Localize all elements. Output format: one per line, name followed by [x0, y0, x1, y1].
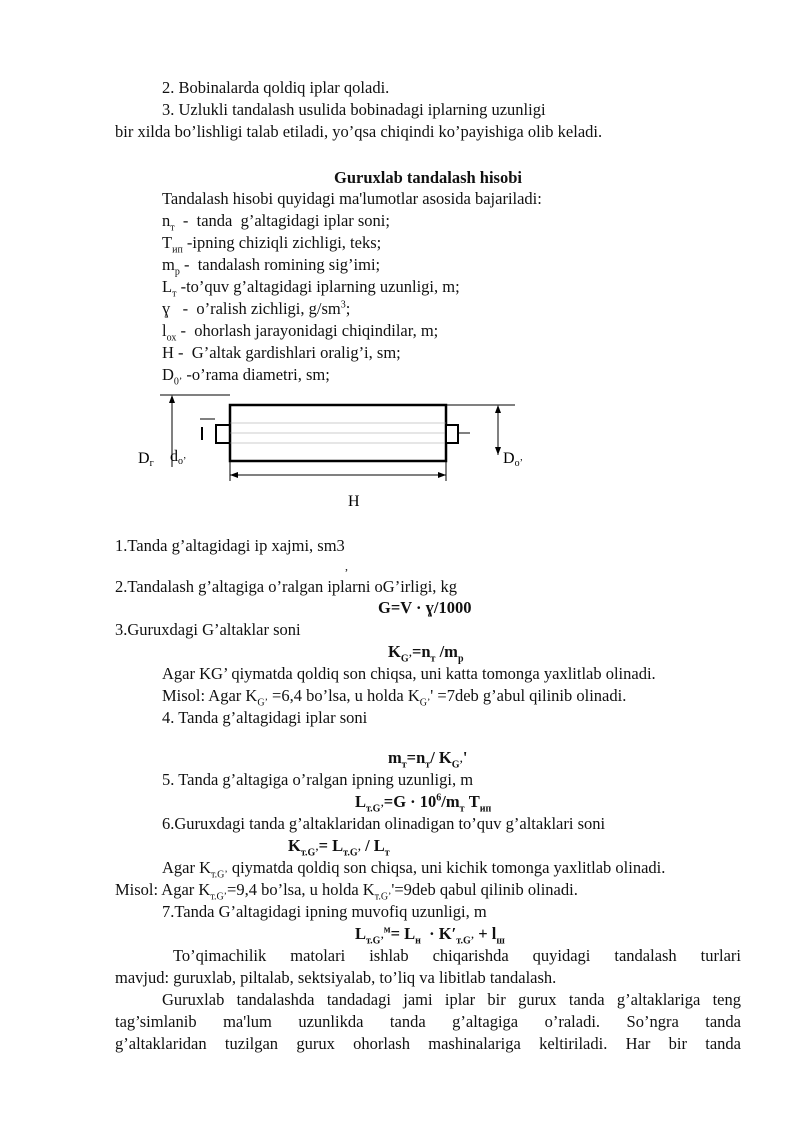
left-journal — [216, 425, 230, 443]
item-4: 4. Tanda g’altagidagi iplar soni — [162, 708, 368, 727]
def-lox: $l_{ох}$ - ohorlash jarayonidagi chiqindilar, m; — [162, 321, 439, 344]
item-1: 1.Tanda g’altagidagi ip xajmi, sm3 — [115, 536, 345, 555]
def-l: $L_т$ -to’quv g’altagidagi iplarning uzunligi, m; — [162, 277, 460, 300]
formula-3: $K_{G’}=n_т$ $/m_р$ — [388, 642, 464, 665]
item-1-mark: , — [345, 559, 348, 573]
def-gamma: ɣ - o’ralish zichligi, $g/sm^3$; — [162, 299, 351, 318]
intro-text: Tandalash hisobi quyidagi ma'lumotlar asosida bajariladi: — [162, 189, 542, 208]
paragraph-2-line-1: Guruxlab tandalashda tandadagi jami iplar bir gurux tanda g’altaklariga teng — [162, 990, 741, 1009]
d0-arrow-down — [495, 447, 501, 455]
def-h: H - G’altak gardishlari oralig’i, sm; — [162, 343, 401, 362]
d0-right-label: Dо’ — [503, 450, 523, 469]
formula-4: $m_т=n_т/$ $K_{G’}'$ — [388, 748, 468, 771]
d0-label: dо’ — [170, 448, 187, 467]
formula-2: G=V · ɣ/1000 — [378, 598, 472, 617]
right-journal — [446, 425, 458, 443]
paragraph-6b: Misol: Agar $K_{т.G’}=9,4$ bo’lsa, u holda $K_{т.G’}'=9deb$ qabul qilinib olinadi. — [115, 880, 578, 903]
section-heading: Guruxlab tandalash hisobi — [334, 168, 522, 187]
item-6: 6.Guruxdagi tanda g’altaklaridan olinadigan to’quv g’altaklari soni — [162, 814, 606, 833]
paragraph-3a: Agar KG’ qiymatda qoldiq son chiqsa, uni katta tomonga yaxlitlab olinadi. — [162, 664, 656, 683]
def-d0: $D_{0’}$ -o’rama diametri, sm; — [162, 365, 330, 388]
h-arrow-right — [438, 472, 446, 478]
formula-6: $K_{т.G’}= L_{т.G’} / L_т$ — [288, 836, 390, 859]
paragraph-1-line-1: To’qimachilik matolari ishlab chiqarishda quyidagi tandalash turlari — [173, 946, 741, 965]
def-t: $T_{ип}$ -ipning chiziqli zichligi, teks; — [162, 233, 382, 256]
h-arrow-left — [230, 472, 238, 478]
paragraph-2-line-2: tag’simlanib ma'lum uzunlikda tanda g’altagiga o’raladi. So’ngra tanda — [115, 1012, 741, 1031]
line-3: bir xilda bo’lishligi talab etiladi, yo’qsa chiqindi ko’payishiga olib keladi. — [115, 122, 603, 141]
item-5: 5. Tanda g’altagiga o’ralgan ipning uzunligi, m — [162, 770, 474, 789]
paragraph-2-line-3: g’altaklaridan tuzilgan gurux ohorlash mashinalariga keltiriladi. Har bir tanda — [115, 1034, 741, 1053]
line-2: 3. Uzlukli tandalash usulida bobinadagi iplarning uzunligi — [162, 100, 546, 119]
def-n: $n_т$ - tanda g’altagidagi iplar soni; — [162, 211, 390, 234]
paragraph-3b: Misol: Agar $K_{G’} =6,4$ bo’lsa, u holda $K_{G’}' =7deb$ g’abul qilinib olinadi. — [162, 686, 627, 709]
d0-arrow-up — [495, 405, 501, 413]
def-m: $m_р$ - tandalash romining sig’imi; — [162, 255, 381, 278]
h-label: H — [348, 493, 360, 510]
paragraph-1-line-2: mavjud: guruxlab, piltalab, sektsiyalab, to’liq va libitlab tandalash. — [115, 968, 557, 987]
item-7: 7.Tanda G’altagidagi ipning muvofiq uzunligi, m — [162, 902, 487, 921]
dr-arrow-up — [169, 395, 175, 403]
warp-beam-diagram — [120, 385, 540, 515]
item-3: 3.Guruxdagi G’altaklar soni — [115, 620, 301, 639]
paragraph-6a: Agar $K_{т.G’}$ qiymatda qoldiq son chiqsa, uni kichik tomonga yaxlitlab olinadi. — [162, 858, 666, 881]
line-1: 2. Bobinalarda qoldiq iplar qoladi. — [162, 78, 390, 97]
formula-5: $L_{т.G’}=G \cdot 10^6/m_т$ $T_{ип}$ — [355, 792, 492, 815]
formula-7: $L_{т.G’}^м= L_н \cdot K'_{т.G’} + l_ш$ — [355, 924, 505, 947]
dr-label: Dг — [138, 450, 154, 469]
item-2: 2.Tandalash g’altagiga o’ralgan iplarni oG’irligi, kg — [115, 577, 458, 596]
